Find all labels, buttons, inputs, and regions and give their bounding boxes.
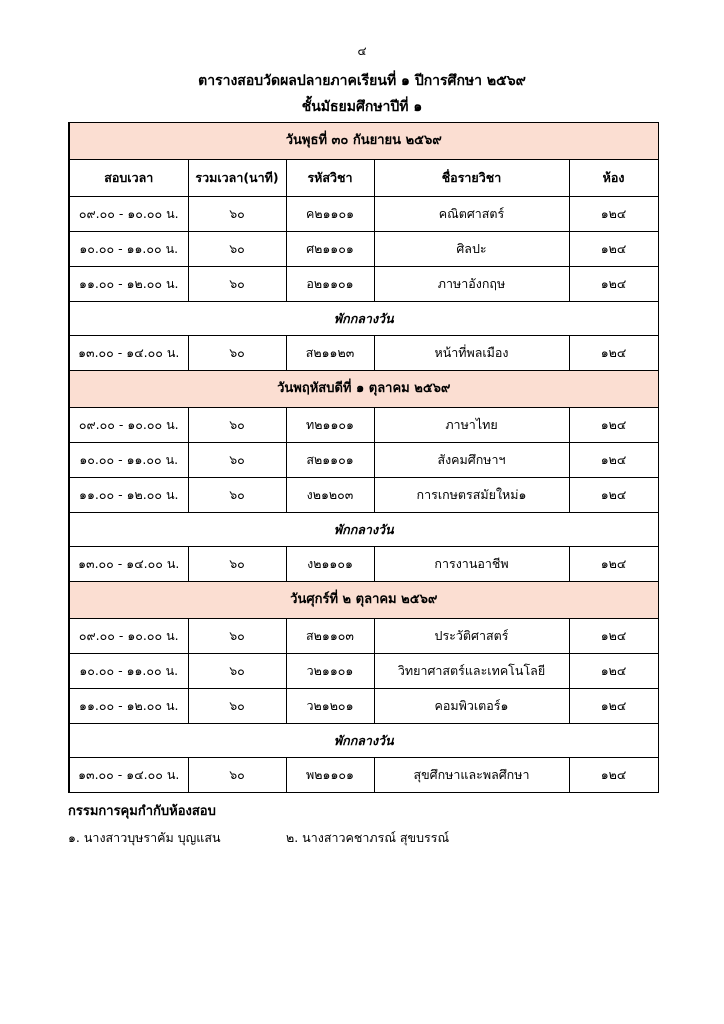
cell-code: พ๒๑๑๐๑	[286, 758, 374, 793]
cell-room: ๑๒๔	[569, 758, 658, 793]
cell-code: ส๒๑๑๐๓	[286, 619, 374, 654]
cell-room: ๑๒๔	[569, 619, 658, 654]
cell-time: ๑๐.๐๐ - ๑๑.๐๐ น.	[69, 443, 188, 478]
header-room: ห้อง	[569, 160, 658, 197]
header-time: สอบเวลา	[69, 160, 188, 197]
cell-subject: หน้าที่พลเมือง	[374, 336, 569, 371]
cell-room: ๑๒๔	[569, 547, 658, 582]
table-row	[69, 336, 658, 371]
cell-duration: ๖๐	[188, 619, 286, 654]
cell-room: ๑๒๔	[569, 654, 658, 689]
table-row	[69, 267, 658, 302]
day-header-row	[69, 582, 658, 619]
table-row	[69, 619, 658, 654]
committee-member: ๒. นางสาวคชาภรณ์ สุขบรรณ์	[286, 830, 450, 845]
cell-subject: ภาษาไทย	[374, 408, 569, 443]
cell-subject: การเกษตรสมัยใหม่๑	[374, 478, 569, 513]
cell-time: ๑๓.๐๐ - ๑๔.๐๐ น.	[69, 336, 188, 371]
table-row	[69, 408, 658, 443]
cell-code: ท๒๑๑๐๑	[286, 408, 374, 443]
cell-code: ง๒๑๒๐๓	[286, 478, 374, 513]
table-row	[69, 232, 658, 267]
table-row	[69, 197, 658, 232]
cell-duration: ๖๐	[188, 478, 286, 513]
cell-time: ๑๓.๐๐ - ๑๔.๐๐ น.	[69, 758, 188, 793]
cell-duration: ๖๐	[188, 758, 286, 793]
cell-duration: ๖๐	[188, 654, 286, 689]
cell-subject: คอมพิวเตอร์๑	[374, 689, 569, 724]
table-row	[69, 443, 658, 478]
lunch-break-label: พักกลางวัน	[69, 513, 658, 547]
day-header-row	[69, 123, 658, 160]
cell-room: ๑๒๔	[569, 232, 658, 267]
cell-time: ๑๐.๐๐ - ๑๑.๐๐ น.	[69, 232, 188, 267]
header-code: รหัสวิชา	[286, 160, 374, 197]
cell-code: ว๒๑๑๐๑	[286, 654, 374, 689]
cell-code: อ๒๑๑๐๑	[286, 267, 374, 302]
cell-code: ศ๒๑๑๐๑	[286, 232, 374, 267]
cell-code: ส๒๑๑๒๓	[286, 336, 374, 371]
lunch-break-row	[69, 302, 658, 336]
cell-code: ง๒๑๑๐๑	[286, 547, 374, 582]
cell-duration: ๖๐	[188, 443, 286, 478]
cell-room: ๑๒๔	[569, 336, 658, 371]
cell-room: ๑๒๔	[569, 408, 658, 443]
committee-member: ๑. นางสาวบุษราคัม บุญแสน	[68, 830, 221, 845]
header-duration: รวมเวลา(นาที)	[188, 160, 286, 197]
table-row	[69, 654, 658, 689]
cell-time: ๑๑.๐๐ - ๑๒.๐๐ น.	[69, 689, 188, 724]
cell-duration: ๖๐	[188, 336, 286, 371]
header-subject: ชื่อรายวิชา	[374, 160, 569, 197]
day-label: วันศุกร์ที่ ๒ ตุลาคม ๒๕๖๙	[69, 582, 658, 619]
cell-duration: ๖๐	[188, 689, 286, 724]
cell-subject: วิทยาศาสตร์และเทคโนโลยี	[374, 654, 569, 689]
cell-subject: คณิตศาสตร์	[374, 197, 569, 232]
lunch-break-label: พักกลางวัน	[69, 302, 658, 336]
cell-time: ๐๙.๐๐ - ๑๐.๐๐ น.	[69, 197, 188, 232]
cell-subject: ศิลปะ	[374, 232, 569, 267]
cell-subject: ภาษาอังกฤษ	[374, 267, 569, 302]
table-row	[69, 547, 658, 582]
document-title: ตารางสอบวัดผลปลายภาคเรียนที่ ๑ ปีการศึกษา ๒๕๖๙	[198, 73, 526, 89]
lunch-break-row	[69, 724, 658, 758]
cell-code: ค๒๑๑๐๑	[286, 197, 374, 232]
document-subtitle: ชั้นมัธยมศึกษาปีที่ ๑	[301, 99, 423, 115]
cell-time: ๑๐.๐๐ - ๑๑.๐๐ น.	[69, 654, 188, 689]
cell-code: ส๒๑๑๐๑	[286, 443, 374, 478]
day-header-row	[69, 371, 658, 408]
cell-room: ๑๒๔	[569, 689, 658, 724]
cell-room: ๑๒๔	[569, 443, 658, 478]
cell-room: ๑๒๔	[569, 197, 658, 232]
cell-time: ๐๙.๐๐ - ๑๐.๐๐ น.	[69, 408, 188, 443]
cell-room: ๑๒๔	[569, 478, 658, 513]
cell-duration: ๖๐	[188, 267, 286, 302]
table-row	[69, 689, 658, 724]
cell-room: ๑๒๔	[569, 267, 658, 302]
lunch-break-row	[69, 513, 658, 547]
cell-duration: ๖๐	[188, 547, 286, 582]
committee-title: กรรมการคุมกำกับห้องสอบ	[68, 804, 216, 819]
column-header-row	[69, 160, 658, 197]
cell-subject: ประวัติศาสตร์	[374, 619, 569, 654]
cell-duration: ๖๐	[188, 197, 286, 232]
cell-code: ว๒๑๒๐๑	[286, 689, 374, 724]
cell-subject: การงานอาชีพ	[374, 547, 569, 582]
table-row	[69, 758, 658, 793]
page-number: ๔	[357, 44, 367, 58]
day-label: วันพุธที่ ๓๐ กันยายน ๒๕๖๙	[69, 123, 658, 160]
cell-duration: ๖๐	[188, 408, 286, 443]
exam-schedule-table	[68, 122, 659, 793]
cell-subject: สังคมศึกษาฯ	[374, 443, 569, 478]
cell-time: ๑๑.๐๐ - ๑๒.๐๐ น.	[69, 478, 188, 513]
cell-subject: สุขศึกษาและพลศึกษา	[374, 758, 569, 793]
cell-time: ๑๑.๐๐ - ๑๒.๐๐ น.	[69, 267, 188, 302]
cell-time: ๐๙.๐๐ - ๑๐.๐๐ น.	[69, 619, 188, 654]
day-label: วันพฤหัสบดีที่ ๑ ตุลาคม ๒๕๖๙	[69, 371, 658, 408]
cell-duration: ๖๐	[188, 232, 286, 267]
cell-time: ๑๓.๐๐ - ๑๔.๐๐ น.	[69, 547, 188, 582]
lunch-break-label: พักกลางวัน	[69, 724, 658, 758]
table-row	[69, 478, 658, 513]
